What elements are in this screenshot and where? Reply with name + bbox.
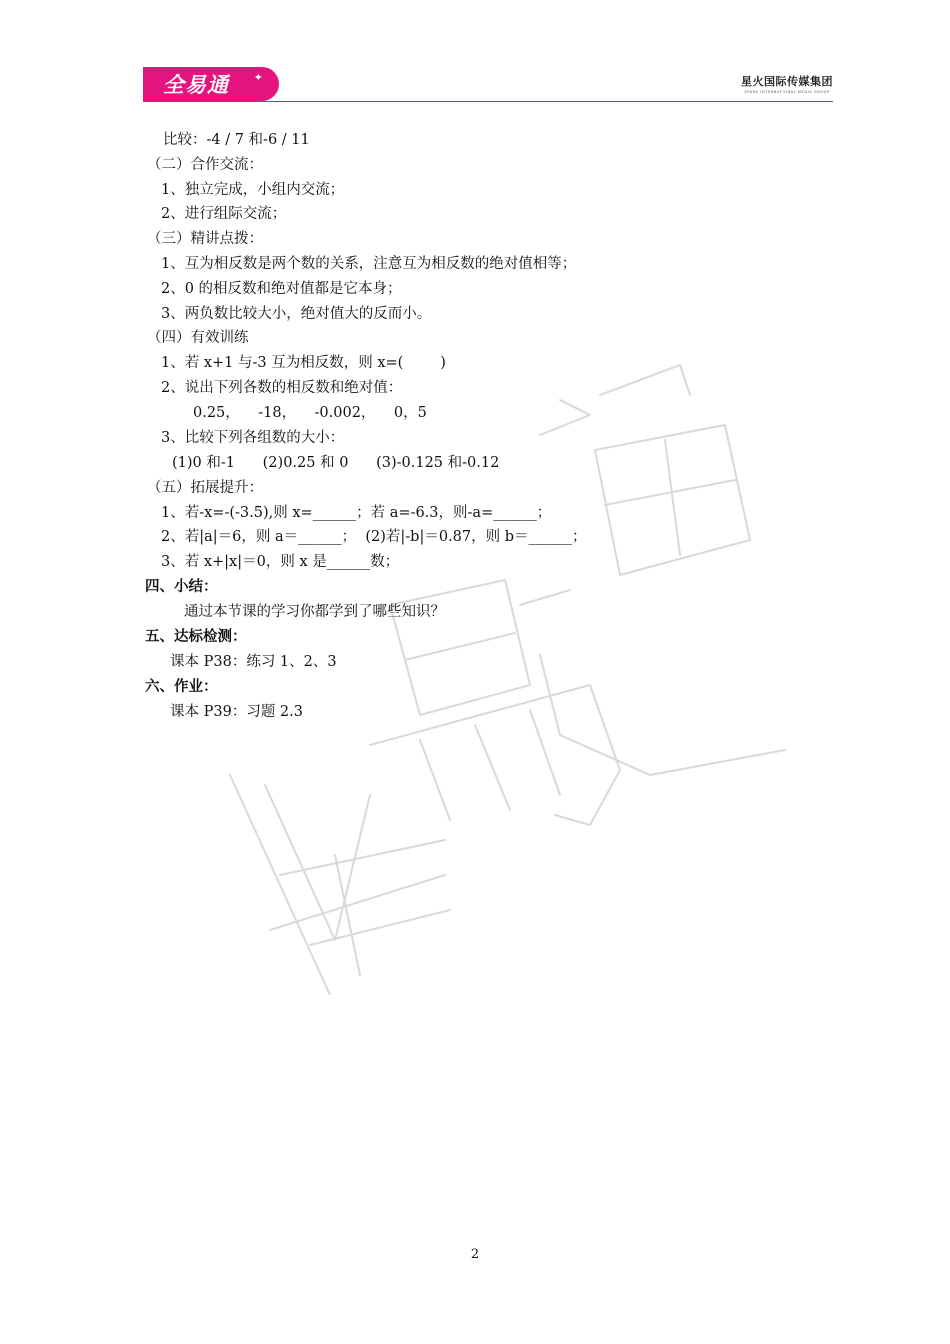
list-item: 2、进行组际交流； bbox=[161, 206, 287, 222]
homework-text: 课本 P39：习题 2.3 bbox=[170, 704, 303, 720]
page-number: 2 bbox=[470, 1247, 480, 1262]
company-subtitle: SPARK INTERNATIONAL MEDIA GROUP bbox=[744, 90, 830, 94]
section-practice: （四）有效训练 bbox=[147, 330, 249, 346]
list-item: 3、若 x+|x|＝0，则 x 是______数； bbox=[161, 554, 400, 570]
list-item: 3、比较下列各组数的大小： bbox=[161, 430, 345, 446]
section-extension: （五）拓展提升： bbox=[147, 480, 263, 496]
header-divider bbox=[143, 101, 833, 102]
section-cooperation: （二）合作交流： bbox=[147, 157, 263, 173]
brand-logo bbox=[143, 67, 279, 101]
assessment-text: 课本 P38：练习 1、2、3 bbox=[170, 654, 337, 670]
section-summary-heading: 四、小结： bbox=[145, 579, 218, 595]
watermark-logo bbox=[210, 355, 790, 995]
list-item: 1、若 x+1 与-3 互为相反数，则 x=( ) bbox=[161, 355, 446, 371]
star-icon: ✦ bbox=[253, 71, 263, 84]
company-logo bbox=[741, 73, 833, 94]
list-item: 1、若-x=-(-3.5),则 x=______；若 a=-6.3，则-a=______； bbox=[161, 505, 552, 521]
list-item: 2、说出下列各数的相反数和绝对值： bbox=[161, 380, 403, 396]
section-homework-heading: 六、作业： bbox=[145, 679, 218, 695]
list-item: 2、若|a|＝6，则 a＝______； (2)若|-b|＝0.87，则 b＝______； bbox=[161, 529, 587, 545]
section-assessment-heading: 五、达标检测： bbox=[145, 629, 247, 645]
compare-pairs: (1)0 和-1 (2)0.25 和 0 (3)-0.125 和-0.12 bbox=[172, 455, 500, 471]
page-header bbox=[143, 64, 833, 104]
list-item: 1、互为相反数是两个数的关系，注意互为相反数的绝对值相等； bbox=[161, 256, 577, 272]
number-list: 0.25， -18， -0.002， 0，5 bbox=[193, 405, 427, 421]
list-item: 1、独立完成，小组内交流； bbox=[161, 182, 345, 198]
logo-text: 全易通 bbox=[163, 73, 229, 97]
summary-text: 通过本节课的学习你都学到了哪些知识？ bbox=[184, 604, 445, 620]
list-item: 3、两负数比较大小，绝对值大的反而小。 bbox=[161, 306, 432, 322]
section-explanation: （三）精讲点拨： bbox=[147, 231, 263, 247]
list-item: 2、0 的相反数和绝对值都是它本身； bbox=[161, 281, 402, 297]
compare-fraction-line: 比较：-4 / 7 和-6 / 11 bbox=[163, 132, 310, 148]
company-name: 星火国际传媒集团 bbox=[741, 75, 833, 88]
